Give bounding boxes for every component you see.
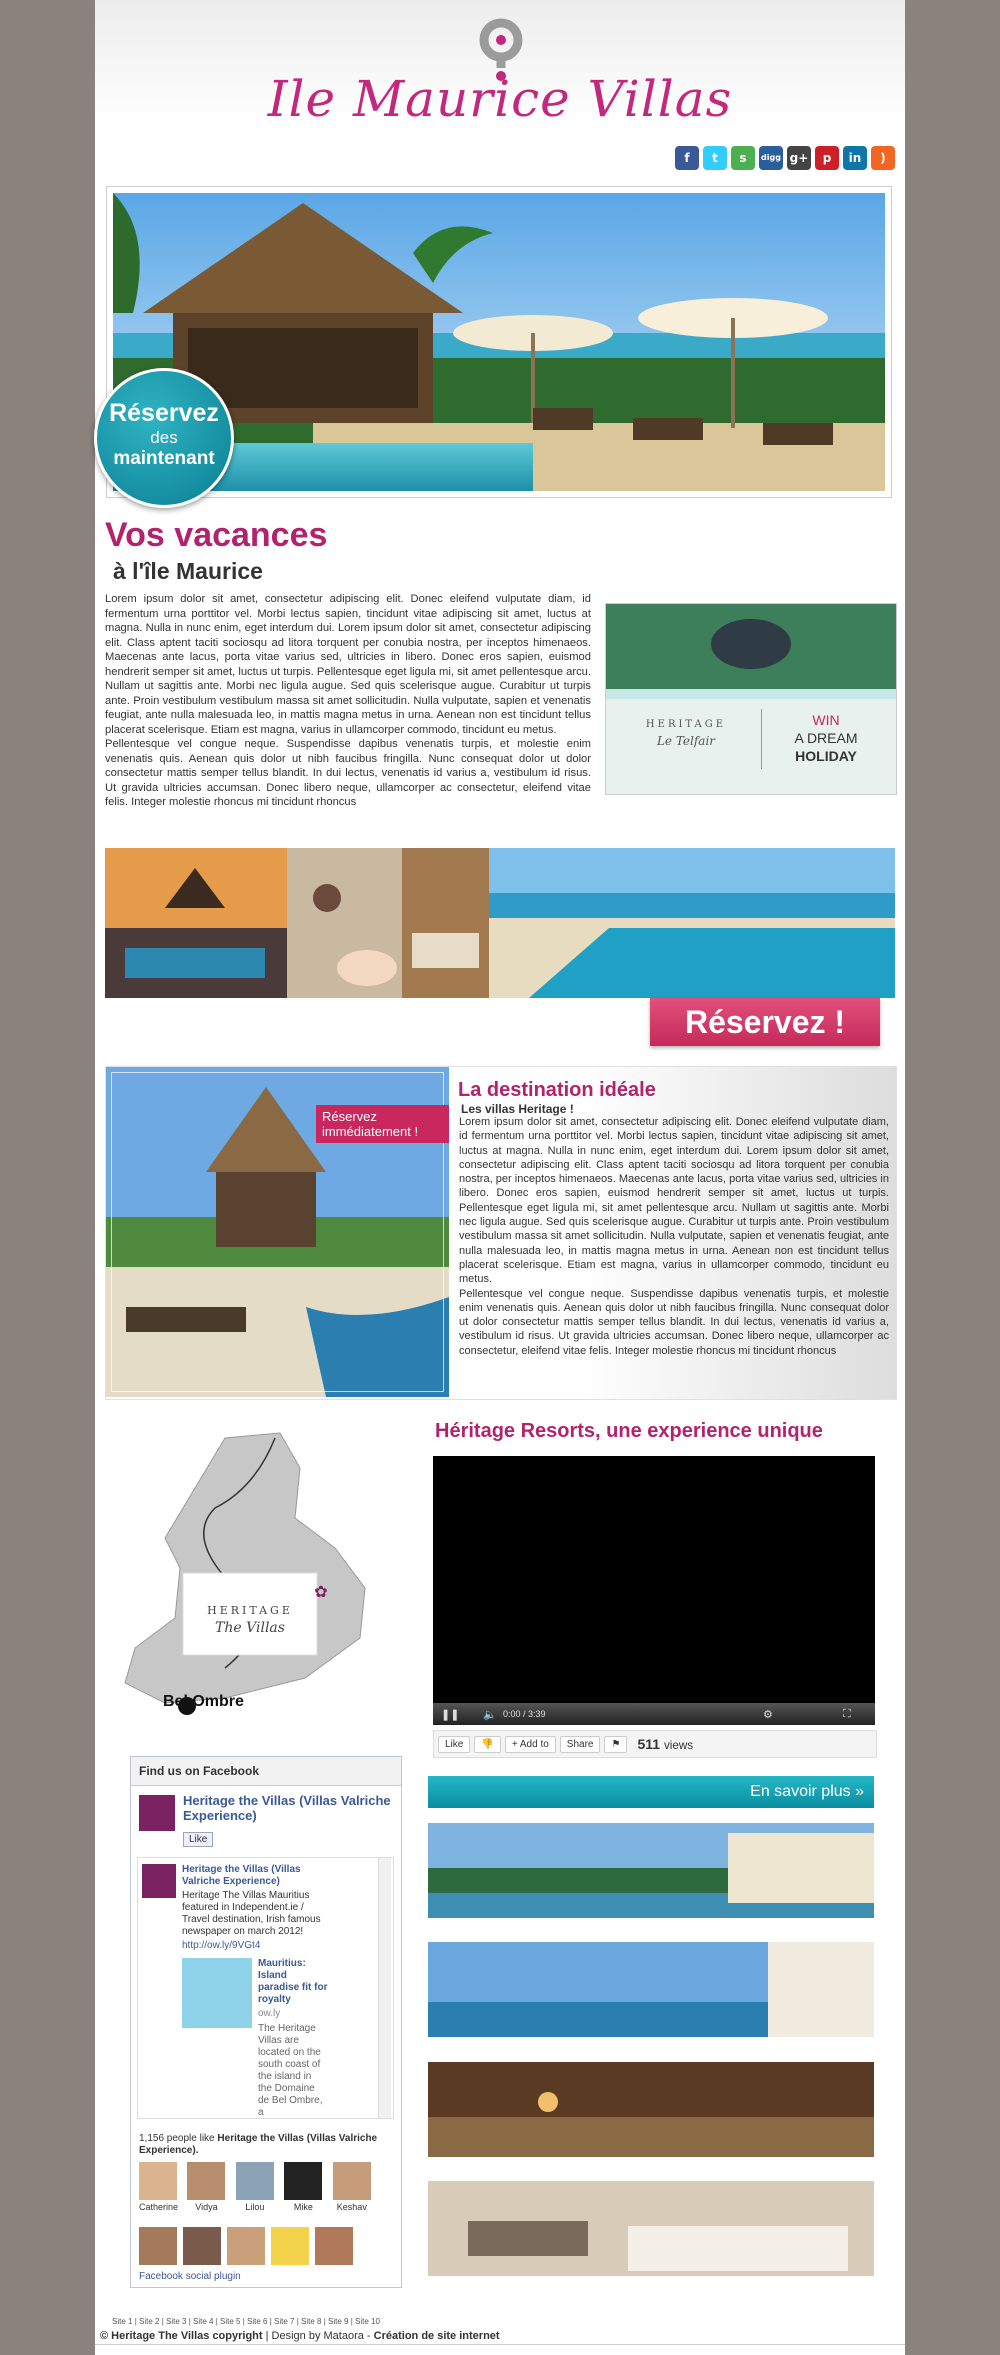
site-logo-text[interactable]: Ile Maurice Villas xyxy=(267,70,733,128)
article-image[interactable] xyxy=(182,1958,252,2028)
post-avatar xyxy=(142,1864,176,1898)
stumbleupon-icon[interactable]: s xyxy=(731,146,755,170)
face-name: Keshav xyxy=(336,2202,367,2212)
face-0[interactable] xyxy=(139,2162,177,2212)
pause-icon[interactable]: ❚❚ xyxy=(441,1709,460,1721)
face-name: Catherine xyxy=(139,2202,179,2212)
intro-text xyxy=(105,592,591,810)
win-line2: A DREAM xyxy=(794,730,858,746)
linkedin-icon[interactable]: in xyxy=(843,146,867,170)
face-2[interactable] xyxy=(236,2162,274,2212)
resort-image-1[interactable] xyxy=(428,1823,874,1918)
resort-image-3[interactable] xyxy=(428,2062,874,2157)
facebook-like-button[interactable] xyxy=(183,1829,213,1847)
article-source: ow.ly xyxy=(258,2008,281,2019)
facebook-icon[interactable]: f xyxy=(675,146,699,170)
win-brand-sub: Le Telfair xyxy=(656,734,716,748)
footer-link[interactable]: Site 7 xyxy=(274,2317,295,2326)
photo-gallery xyxy=(105,848,895,998)
footer-link[interactable]: Site 8 xyxy=(301,2317,322,2326)
footer-link[interactable]: Site 5 xyxy=(220,2317,241,2326)
facebook-faces-row2 xyxy=(139,2227,353,2265)
video-views-count: 511 xyxy=(637,1736,661,1752)
destination-subtitle: Les villas Heritage ! xyxy=(461,1102,574,1116)
gallery-image-pool[interactable] xyxy=(489,848,895,998)
footer-copyright xyxy=(100,2330,500,2342)
facebook-widget xyxy=(130,1756,402,2288)
feed-scrollbar[interactable] xyxy=(378,1858,391,2118)
post-text: Heritage The Villas Mauritius featured in Independent.ie / Travel destination, Irish famous newspaper on march 2012! xyxy=(182,1890,321,1937)
design-credit: | Design by Mataora - xyxy=(265,2330,371,2342)
intro-subtitle: à l'île Maurice xyxy=(113,558,263,584)
map-location-label: Bel Ombre xyxy=(163,1693,244,1710)
gallery-image-spa[interactable] xyxy=(287,848,402,998)
facebook-header: Find us on Facebook xyxy=(131,1757,401,1786)
gallery-image-room[interactable] xyxy=(402,848,489,998)
face-avatar[interactable] xyxy=(139,2227,177,2265)
footer-nav: Site 1 | Site 2 | Site 3 | Site 4 | Site 5 | Site 6 | Site 7 | Site 8 | Site 9 | Site 10 xyxy=(112,2317,380,2326)
face-avatar[interactable] xyxy=(183,2227,221,2265)
intro-paragraph-1: Lorem ipsum dolor sit amet, consectetur adipiscing elit. Donec eleifend vulputate diam, id fermentum urna porttitor vel. Morbi lectus sapien, tincidunt vitae adipiscing sit amet, luctus at magna. Nulla in nunc enim, eget interdum dui. Lorem ipsum dolor sit amet, consectetur adipiscing elit. Class aptent taciti sociosqu ad litora torquent per conubia nostra, per inceptos himenaeos. Maecenas ante lacus, porta vitae varius sed, ultricies in libero. Donec eros sapien, euismod hendrerit semper sit amet, luctus ut turpis. Pellentesque eget ligula mi, sit amet pellentesque arcu. Nullam ut sagittis ante. Morbi nec ligula augue. Sed quis scelerisque augue. Curabitur ut turpis ante. Proin vestibulum vestibulum massa sit amet sollicitudin. Nulla vulputate, sapien et venenatis feugiat, ante nulla malesuada leo, in mattis magna metus in urna. Aenean non est tincidunt tellus placerat scelerisque. Etiam est magna, varius in ullamcorper commodo, tincidunt eu metus. xyxy=(105,593,591,736)
video-time: 0:00 / 3:39 xyxy=(503,1709,546,1719)
destination-text xyxy=(459,1115,889,1358)
rss-icon[interactable]: ) xyxy=(871,146,895,170)
creation-link[interactable]: Création de site internet xyxy=(373,2330,500,2342)
destination-paragraph-1: Lorem ipsum dolor sit amet, consectetur adipiscing elit. Donec eleifend vulputate diam, id fermentum urna porttitor vel. Morbi lectus sapien, tincidunt vitae adipiscing sit amet, luctus at magna. Nulla in nunc enim, eget interdum dui. Lorem ipsum dolor sit amet, consectetur adipiscing elit. Class aptent taciti sociosqu ad litora torquent per conubia nostra, per inceptos himenaeos. Maecenas ante lacus, porta vitae varius sed, ultricies in libero. Donec eros sapien, euismod hendrerit semper sit amet, luctus ut turpis. Pellentesque eget ligula mi, sit amet pellentesque arcu. Nullam ut sagittis ante. Morbi nec ligula augue. Sed quis scelerisque augue. Curabitur ut turpis ante. Proin vestibulum vestibulum massa sit amet sollicitudin. Nulla vulputate, sapien et venenatis feugiat, ante nulla malesuada leo, in mattis magna metus in urna. Aenean non est tincidunt tellus placerat scelerisque. Etiam est magna, varius in ullamcorper commodo, tincidunt eu metus. xyxy=(459,1116,889,1286)
facebook-feed[interactable] xyxy=(137,1857,394,2119)
pinterest-icon[interactable]: p xyxy=(815,146,839,170)
twitter-icon[interactable]: t xyxy=(703,146,727,170)
reserve-immediately-button[interactable]: Réservez immédiatement ! xyxy=(316,1105,449,1143)
face-avatar[interactable] xyxy=(271,2227,309,2265)
likes-count: 1,156 people like xyxy=(139,2133,215,2144)
destination-title: La destination idéale xyxy=(458,1079,656,1101)
article-title[interactable]: Mauritius: Island paradise fit for royalty xyxy=(258,1958,328,2005)
video-like-button[interactable]: Like xyxy=(438,1736,470,1753)
fullscreen-icon[interactable]: ⛶ xyxy=(843,1708,851,1720)
footer-link[interactable]: Site 6 xyxy=(247,2317,268,2326)
digg-icon[interactable]: digg xyxy=(759,146,783,170)
face-3[interactable] xyxy=(284,2162,322,2212)
facebook-page-name[interactable]: Heritage the Villas (Villas Valriche Experience) xyxy=(183,1793,391,1823)
video-add-to-button[interactable]: + Add to xyxy=(505,1736,556,1753)
footer-link[interactable]: Site 4 xyxy=(193,2317,214,2326)
face-avatar[interactable] xyxy=(227,2227,265,2265)
volume-icon[interactable]: 🔈 xyxy=(483,1709,497,1721)
footer-divider xyxy=(95,2344,905,2345)
facebook-page-avatar[interactable] xyxy=(139,1795,175,1831)
intro-title: Vos vacances xyxy=(105,516,328,554)
google-plus-icon[interactable]: g+ xyxy=(787,146,811,170)
facebook-like-label: Like xyxy=(183,1832,213,1847)
video-actions xyxy=(433,1730,877,1758)
post-page-name[interactable]: Heritage the Villas (Villas Valriche Experience) xyxy=(182,1864,301,1887)
social-icons xyxy=(675,146,895,170)
resort-image-4[interactable] xyxy=(428,2181,874,2276)
facebook-likes-summary xyxy=(139,2133,394,2157)
face-name: Mike xyxy=(293,2202,313,2212)
flower-logo-icon: ✿ xyxy=(314,1584,328,1601)
article-text: The Heritage Villas are located on the south coast of the island in the Domaine de Bel Ombre, a xyxy=(258,2023,323,2118)
page xyxy=(95,0,905,2355)
mauritius-map[interactable] xyxy=(105,1428,405,1728)
win-brand: HERITAGE xyxy=(645,719,727,730)
face-name: Lilou xyxy=(245,2202,265,2212)
win-line1: WIN xyxy=(812,712,840,728)
badge-line1: Réservez xyxy=(109,399,219,427)
map-brand-sub: The Villas xyxy=(215,1620,285,1636)
intro-paragraph-2: Pellentesque vel congue neque. Suspendisse dapibus venenatis turpis, et molestie enim venenatis quis. Aenean quis dolor ut nibh faucibus fringilla. Nunc consequat dolor ut dolor consectetur mattis semper tellus blandit. In dui lectus, venenatis id varius a, vestibulum id risus. Ut gravida ultricies accumsan. Donec libero neque, ullamcorper ac consectetur, eleifend vitae felis. Integer molestie rhoncus mi tincidunt rhoncus xyxy=(105,738,591,808)
facebook-page-info xyxy=(139,1795,175,1831)
badge-line2: des xyxy=(150,428,178,447)
resorts-title: Héritage Resorts, une experience unique xyxy=(435,1420,823,1442)
face-1[interactable] xyxy=(187,2162,225,2212)
flag-icon[interactable]: ⚑ xyxy=(604,1736,627,1753)
footer-link[interactable]: Site 3 xyxy=(166,2317,187,2326)
learn-more-button[interactable]: En savoir plus » xyxy=(428,1776,874,1808)
video-views-label: views xyxy=(663,1739,694,1752)
video-share-button[interactable]: Share xyxy=(560,1736,601,1753)
footer-link[interactable]: Site 9 xyxy=(328,2317,349,2326)
video-player[interactable] xyxy=(433,1456,875,1718)
video-views xyxy=(631,1734,699,1754)
win-holiday-banner[interactable] xyxy=(605,603,897,795)
thumbs-down-icon[interactable]: 👎 xyxy=(474,1736,500,1753)
video-controls[interactable] xyxy=(433,1703,875,1725)
destination-paragraph-2: Pellentesque vel congue neque. Suspendisse dapibus venenatis turpis, et molestie enim venenatis quis. Aenean quis dolor ut nibh faucibus fringilla. Nunc consequat dolor ut dolor consectetur mattis semper tellus blandit. In dui lectus, venenatis id varius a, vestibulum id risus. Ut gravida ultricies accumsan. Donec libero neque, ullamcorper ac consectetur, eleifend vitae felis. Integer molestie rhoncus mi tincidunt rhoncus xyxy=(459,1287,889,1357)
footer-link[interactable]: Site 2 xyxy=(139,2317,160,2326)
post-link[interactable]: http://ow.ly/9VGt4 xyxy=(182,1940,261,1951)
footer-link[interactable]: Site 1 xyxy=(112,2317,133,2326)
destination-section xyxy=(105,1066,897,1400)
copyright-text: © Heritage The Villas copyright xyxy=(100,2330,263,2342)
win-divider xyxy=(761,709,762,769)
reserve-button[interactable]: Réservez ! xyxy=(650,998,880,1046)
likes-page: Heritage the Villas (Villas Valriche Experience). xyxy=(139,2133,378,2156)
badge-line3: maintenant xyxy=(113,448,215,469)
footer-link[interactable]: Site 10 xyxy=(355,2317,380,2326)
face-name: Vidya xyxy=(195,2202,218,2212)
reserve-now-badge[interactable] xyxy=(94,368,234,508)
map-brand: HERITAGE xyxy=(207,1604,293,1617)
settings-icon[interactable]: ⚙ xyxy=(763,1709,773,1721)
facebook-plugin-label[interactable]: Facebook social plugin xyxy=(139,2271,241,2282)
face-avatar[interactable] xyxy=(315,2227,353,2265)
face-4[interactable] xyxy=(333,2162,371,2212)
gallery-image-sunset[interactable] xyxy=(105,848,287,998)
facebook-faces xyxy=(139,2162,394,2215)
resort-image-2[interactable] xyxy=(428,1942,874,2037)
win-line3: HOLIDAY xyxy=(795,748,857,764)
